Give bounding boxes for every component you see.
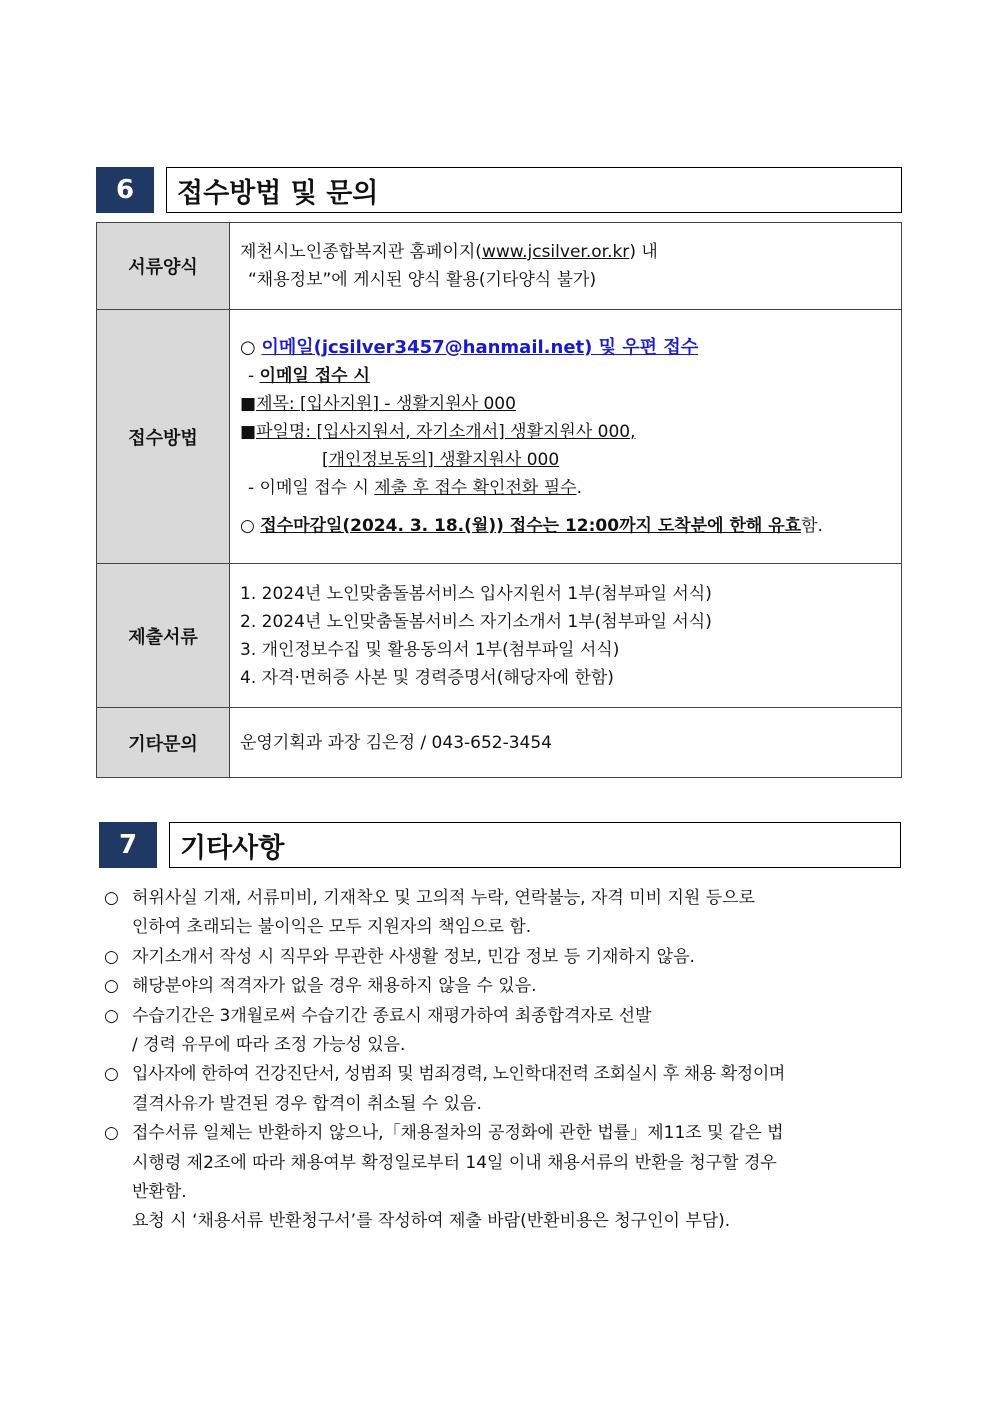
circle-bullet: ○ bbox=[104, 976, 119, 997]
list-item: ○ 접수서류 일체는 반환하지 않으나,「채용절차의 공정화에 관한 법률」제11조 및 같은 법 시행령 제2조에 따라 채용여부 확정일로부터 14일 이내 채용서류의 반환을 청구할 경우 반환함. 요청 시 ‘채용서류 반환청구서’를 작성하여 제출 바람(반환비용은 청구인이 부담). bbox=[104, 1119, 904, 1237]
circle-bullet: ○ bbox=[104, 1123, 119, 1144]
subject-line: ■제목: [입사지원] - 생활지원사 000 bbox=[240, 393, 516, 414]
list-item: 1. 2024년 노인맞춤돌봄서비스 입사지원서 1부(첨부파일 서식) bbox=[240, 583, 712, 604]
section-6-number: 6 bbox=[96, 167, 154, 213]
table-row bbox=[97, 223, 902, 310]
list-item: 3. 개인정보수집 및 활용동의서 1부(첨부파일 서식) bbox=[240, 639, 620, 660]
filename-line-2: [개인정보동의] 생활지원사 000 bbox=[322, 449, 560, 470]
circle-bullet: ○ bbox=[104, 946, 119, 967]
form-line-2: “채용정보”에 게시된 양식 활용(기타양식 불가) bbox=[248, 270, 597, 290]
list-item: ○ 수습기간은 3개월로써 수습기간 종료시 재평가하여 최종합격자로 선발 / 경력 유무에 따라 조정 가능성 있음. bbox=[104, 1002, 904, 1061]
circle-bullet: ○ bbox=[240, 336, 256, 358]
section-6-title: 접수방법 및 문의 bbox=[166, 167, 902, 213]
deadline-line: ○ 접수마감일(2024. 3. 18.(월)) 접수는 12:00까지 도착분에 한해 유효함. bbox=[240, 515, 823, 536]
row-label-form: 서류양식 bbox=[97, 223, 230, 310]
method-content bbox=[230, 310, 902, 564]
list-item: ○ 자기소개서 작성 시 직무와 무관한 사생활 정보, 민감 정보 등 기재하지 않음. bbox=[104, 943, 904, 972]
application-info-table bbox=[96, 222, 902, 778]
list-item: 4. 자격·면허증 사본 및 경력증명서(해당자에 한함) bbox=[240, 667, 614, 688]
row-label-contact: 기타문의 bbox=[97, 708, 230, 778]
circle-bullet: ○ bbox=[104, 888, 119, 908]
docs-content bbox=[230, 564, 902, 708]
deadline-text: 접수마감일(2024. 3. 18.(월)) 접수는 12:00까지 도착분에 한해 유효 bbox=[260, 515, 802, 536]
table-row bbox=[97, 564, 902, 708]
section-7-number: 7 bbox=[99, 822, 157, 868]
circle-bullet: ○ bbox=[104, 1005, 119, 1026]
square-bullet: ■ bbox=[240, 421, 257, 442]
form-content bbox=[230, 223, 902, 310]
list-item: ○ 입사자에 한하여 건강진단서, 성범죄 및 범죄경력, 노인학대전력 조회실시 후 채용 확정이며 결격사유가 발견된 경우 합격이 취소될 수 있음. bbox=[104, 1060, 904, 1119]
homepage-link[interactable]: www.jcsilver.or.kr bbox=[481, 242, 630, 262]
list-item: 2. 2024년 노인맞춤돌봄서비스 자기소개서 1부(첨부파일 서식) bbox=[240, 611, 712, 632]
contact-content: 운영기획과 과장 김은정 / 043-652-3454 bbox=[230, 708, 902, 778]
filename-line-1: ■파일명: [입사지원서, 자기소개서] 생활지원사 000, bbox=[240, 421, 636, 442]
square-bullet: ■ bbox=[240, 393, 257, 414]
section-7-title: 기타사항 bbox=[169, 822, 901, 868]
notes-list bbox=[104, 884, 904, 1237]
table-row bbox=[97, 310, 902, 564]
form-line-1: 제천시노인종합복지관 홈페이지(www.jcsilver.or.kr) 내 bbox=[240, 242, 658, 262]
row-label-method: 접수방법 bbox=[97, 310, 230, 564]
email-subtitle: - 이메일 접수 시 bbox=[248, 365, 370, 386]
circle-bullet: ○ bbox=[104, 1064, 119, 1085]
list-item: ○ 허위사실 기재, 서류미비, 기재착오 및 고의적 누락, 연락불능, 자격 미비 지원 등으로 인하여 초래되는 불이익은 모두 지원자의 책임으로 함. bbox=[104, 884, 904, 943]
email-address[interactable]: 이메일(jcsilver3457@hanmail.net) 및 우편 접수 bbox=[261, 336, 699, 358]
row-label-docs: 제출서류 bbox=[97, 564, 230, 708]
list-item: ○ 해당분야의 적격자가 없을 경우 채용하지 않을 수 있음. bbox=[104, 972, 904, 1001]
circle-bullet: ○ bbox=[240, 515, 255, 536]
confirm-line: - 이메일 접수 시 제출 후 접수 확인전화 필수. bbox=[248, 477, 582, 498]
table-row bbox=[97, 708, 902, 778]
email-method-line bbox=[240, 334, 901, 362]
